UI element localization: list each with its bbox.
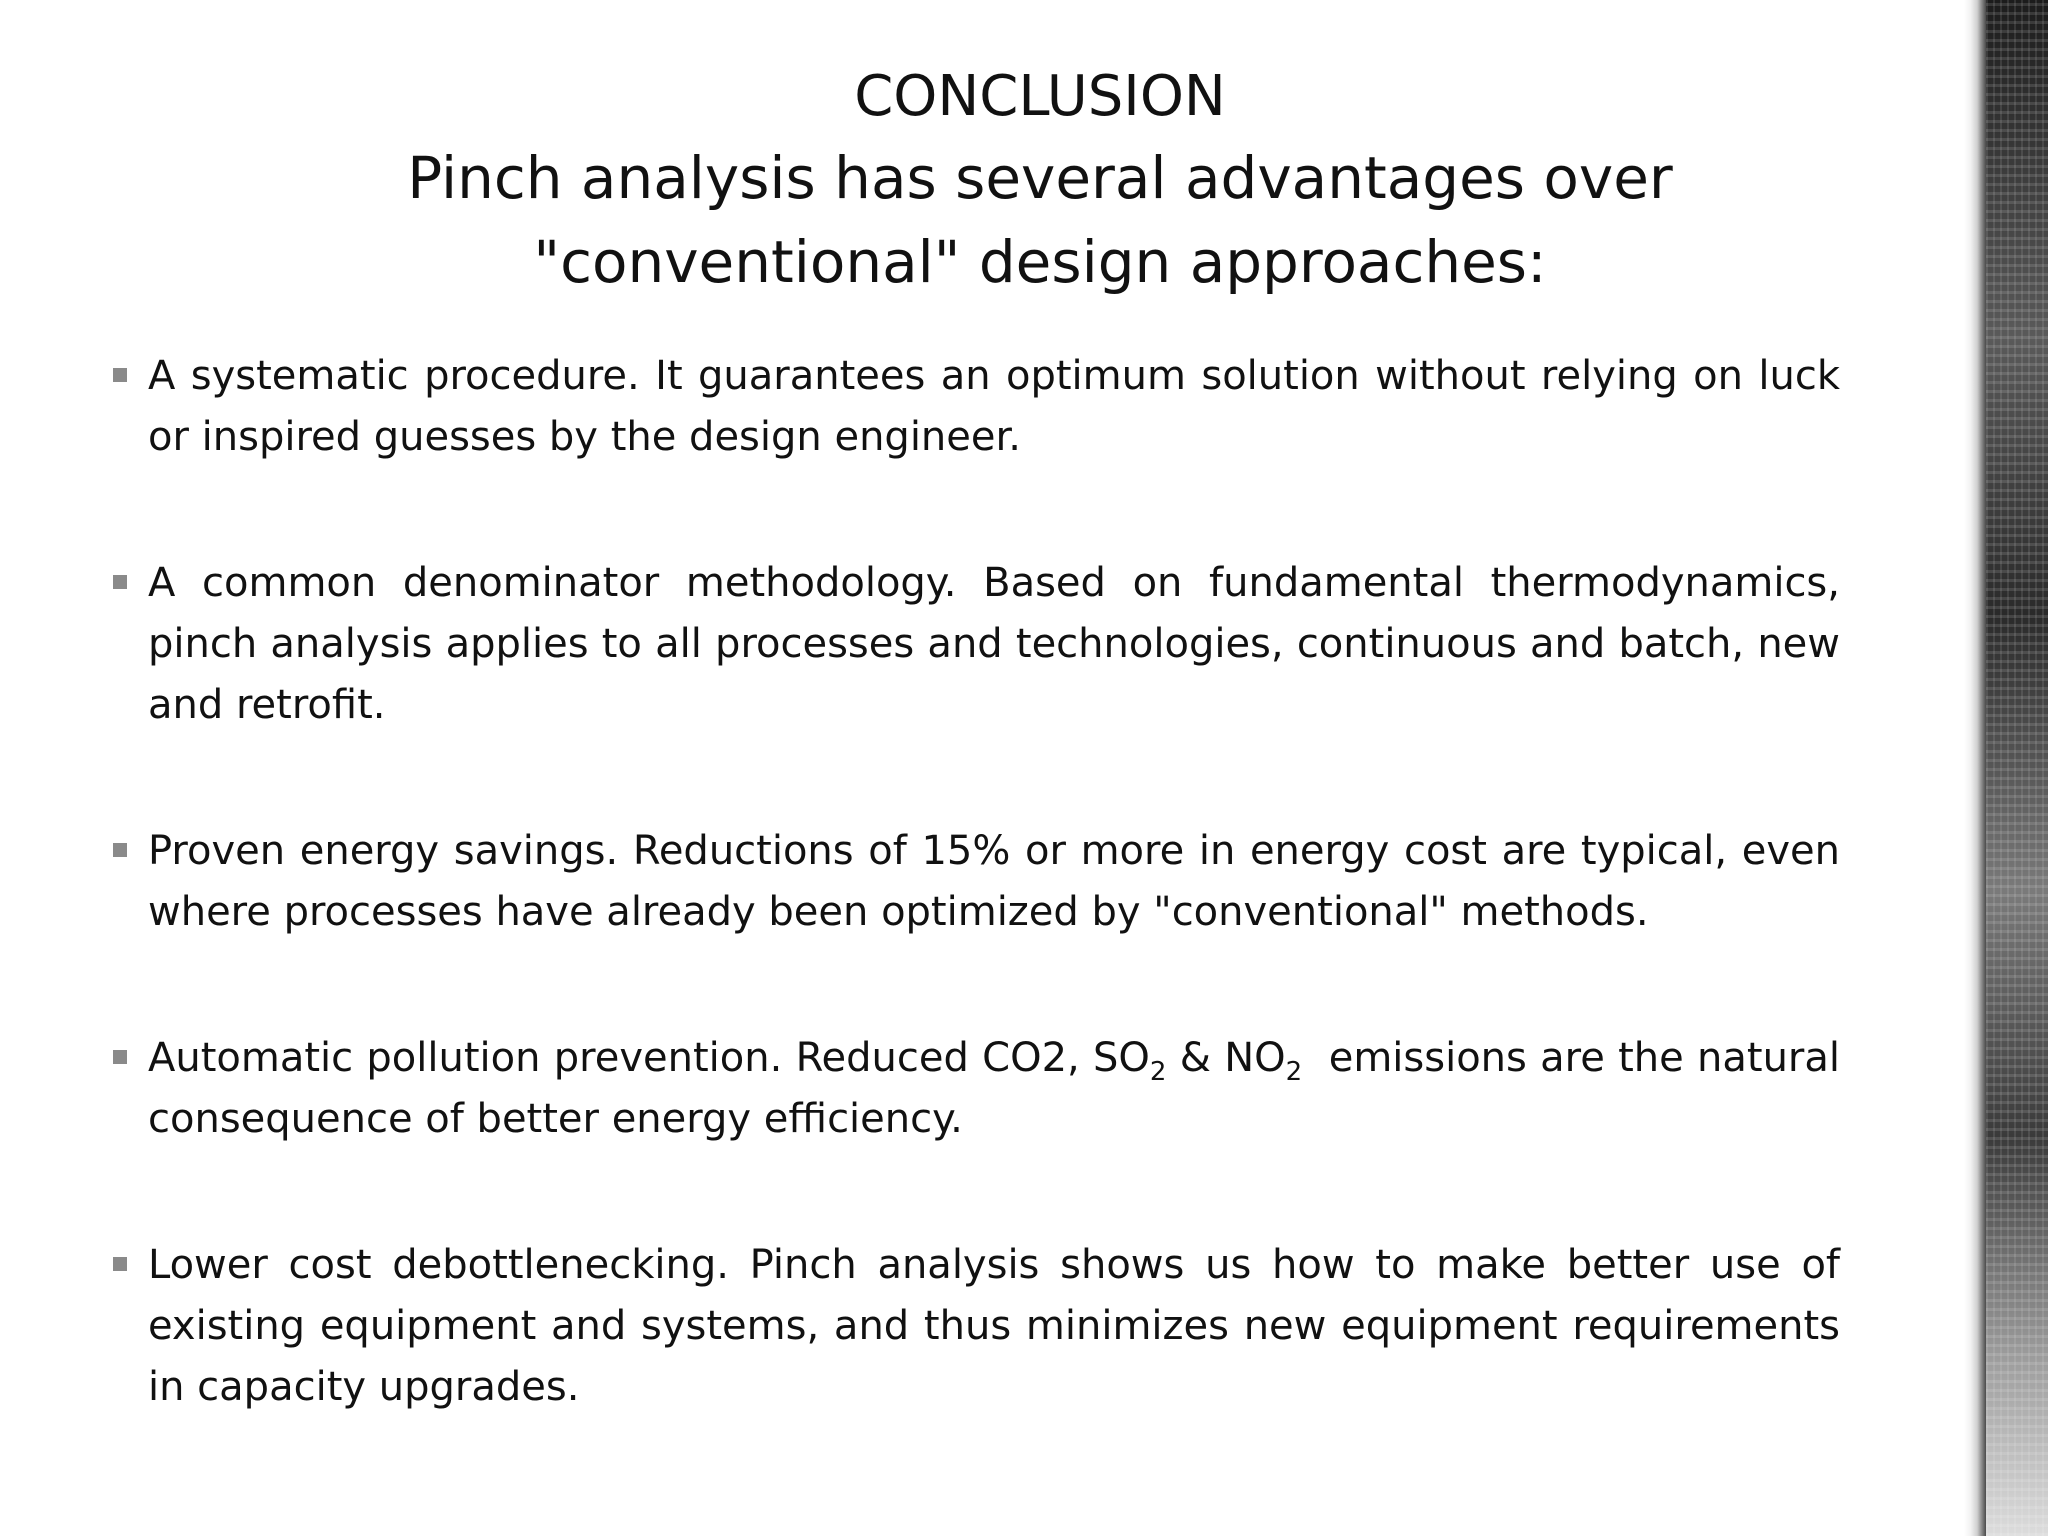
bullet-list: [110, 346, 1853, 1418]
title-subtitle-line-2: "conventional" design approaches:: [533, 228, 1547, 296]
decorative-side-edge: [1964, 0, 1986, 1536]
bullet-square-icon: [113, 575, 127, 589]
subscript: 2: [1285, 1057, 1303, 1088]
subscript: 2: [1149, 1057, 1167, 1088]
title-heading: CONCLUSION: [854, 64, 1226, 129]
title-subtitle-line-1: Pinch analysis has several advantages over: [407, 144, 1673, 212]
bullet-square-icon: [113, 368, 127, 382]
slide-title: [330, 58, 1750, 304]
bullet-text: A common denominator methodology. Based on fundamental thermodynamics, pinch analysis applies to all processes and technologies, continuous and batch, new and retrofit.: [148, 560, 1840, 728]
bullet-item: [110, 346, 1840, 468]
bullet-text-part-3: emissions are the natural consequence of better energy efficiency.: [148, 1035, 1853, 1142]
bullet-square-icon: [113, 1257, 127, 1271]
bullet-square-icon: [113, 843, 127, 857]
bullet-square-icon: [113, 1050, 127, 1064]
bullet-item: [110, 1028, 1853, 1150]
bullet-text: Proven energy savings. Reductions of 15% or more in energy cost are typical, even where processes have already been optimized by "conventional" methods.: [148, 828, 1840, 935]
bullet-item: [110, 1235, 1840, 1418]
bullet-item: [110, 553, 1840, 736]
bullet-text-part-1: Automatic pollution prevention. Reduced CO2, SO: [148, 1035, 1150, 1081]
bullet-text-part-2: & NO: [1166, 1035, 1286, 1081]
bullet-item: [110, 821, 1840, 943]
bullet-text: A systematic procedure. It guarantees an optimum solution without relying on luck or inspired guesses by the design engineer.: [148, 353, 1840, 460]
bullet-text: Lower cost debottlenecking. Pinch analysis shows us how to make better use of existing equipment and systems, and thus minimizes new equipment requirements in capacity upgrades.: [148, 1242, 1840, 1410]
bullet-text: [148, 1035, 1853, 1142]
decorative-side-band: [1986, 0, 2048, 1536]
